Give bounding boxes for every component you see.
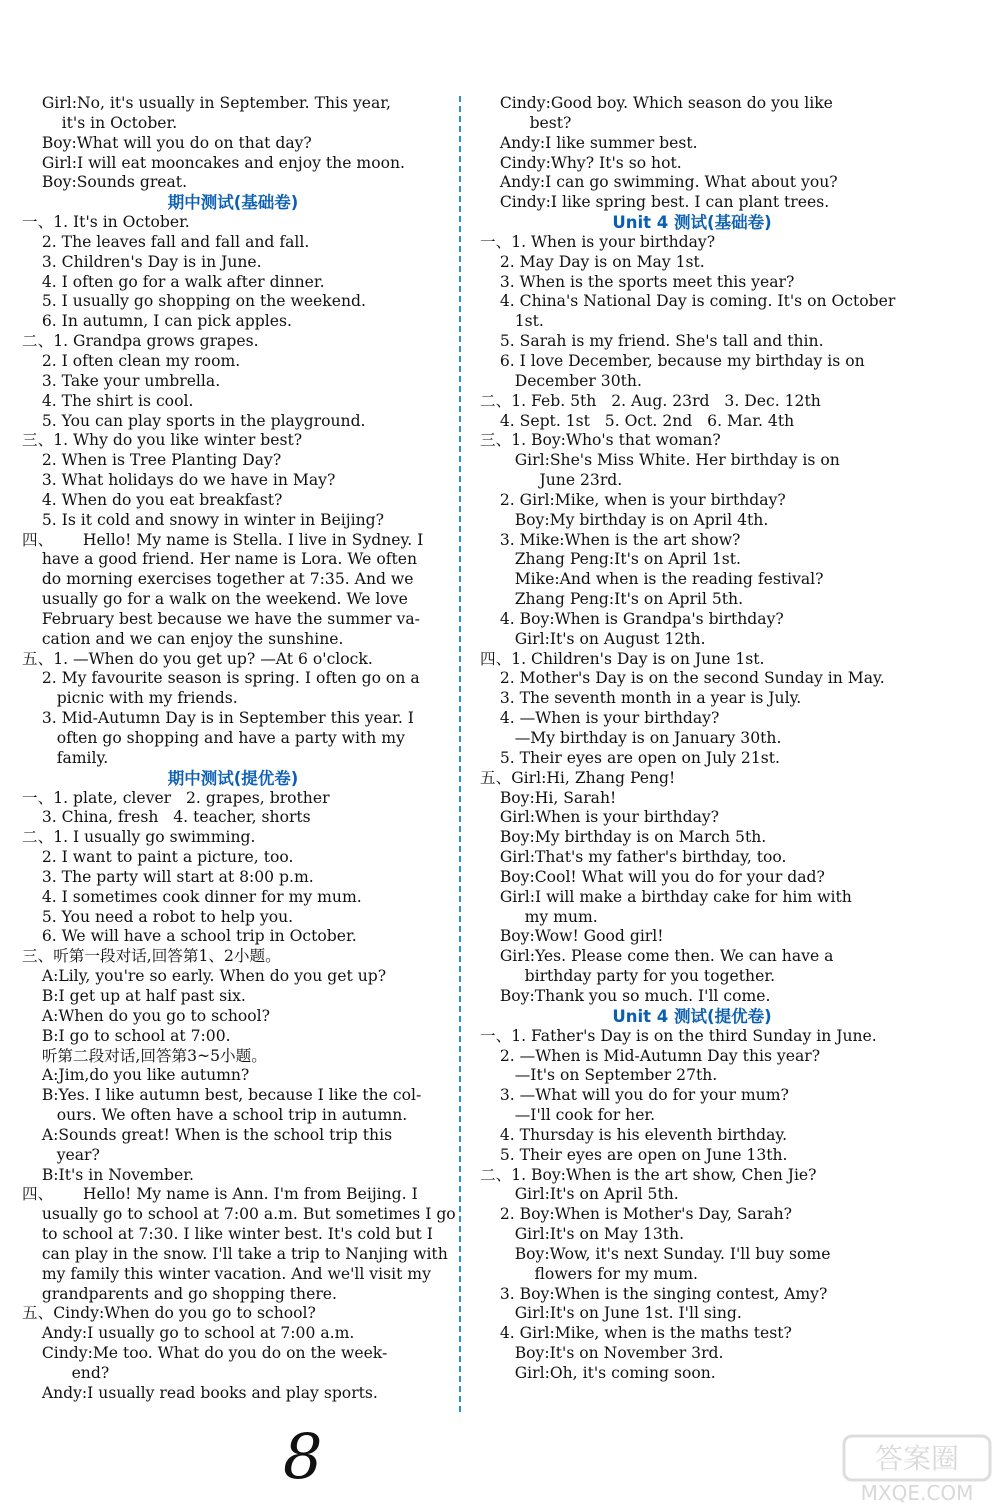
answer-line: December 30th. (480, 371, 642, 390)
answer-line: 五、Cindy:When do you go to school? (22, 1304, 316, 1323)
left-column (22, 94, 456, 1404)
answer-line: 5. You can play sports in the playground. (22, 411, 366, 430)
answer-line: Girl:It's on May 13th. (480, 1225, 685, 1244)
answer-line: family. (22, 748, 109, 767)
answer-line: 5. Their eyes are open on June 13th. (480, 1145, 788, 1164)
answer-line: 一、1. It's in October. (22, 213, 190, 232)
answer-line: 2. Girl:Mike, when is your birthday? (480, 490, 786, 509)
answer-line: —I'll cook for her. (480, 1106, 656, 1125)
answer-line: Boy:Sounds great. (22, 173, 188, 192)
answer-line: 6. We will have a school trip in October. (22, 927, 357, 946)
answer-line: Girl:No, it's usually in September. This year, (22, 94, 391, 112)
answer-line: Andy:I usually read books and play sports. (22, 1383, 378, 1402)
answer-line: 3. When is the sports meet this year? (480, 272, 795, 291)
answer-line: Andy:I usually go to school at 7:00 a.m. (22, 1324, 355, 1343)
answer-line: 2. Boy:When is Mother's Day, Sarah? (480, 1205, 792, 1224)
answer-line: A:Sounds great! When is the school trip this (22, 1125, 393, 1144)
answer-line: 4. When do you eat breakfast? (22, 490, 283, 509)
answer-line: 一、1. plate, clever 2. grapes, brother (22, 788, 330, 807)
answer-line: 4. I often go for a walk after dinner. (22, 272, 325, 291)
answer-line: Girl:It's on June 1st. I'll sing. (480, 1304, 742, 1323)
answer-line: Girl:I will make a birthday cake for him with (480, 887, 852, 906)
answer-line: —My birthday is on January 30th. (480, 729, 782, 747)
answer-line: 4. —When is your birthday? (480, 709, 720, 728)
answer-line: best? (480, 113, 572, 132)
answer-line: Boy:What will you do on that day? (22, 133, 312, 152)
answer-line: 6. In autumn, I can pick apples. (22, 312, 292, 331)
answer-line: Cindy:Why? It's so hot. (480, 153, 682, 172)
answer-line: 2. I want to paint a picture, too. (22, 848, 294, 867)
answer-line: 5. Sarah is my friend. She's tall and thin. (480, 332, 824, 351)
answer-line: 一、1. Father's Day is on the third Sunday in June. (480, 1026, 877, 1045)
answer-line: A:When do you go to school? (22, 1006, 271, 1025)
answer-line: year? (22, 1145, 100, 1164)
answer-line: 三、1. Boy:Who's that woman? (480, 431, 721, 450)
answer-line: usually go to school at 7:00 a.m. But sometimes I go (22, 1205, 456, 1224)
answer-line: Boy:Wow, it's next Sunday. I'll buy some (480, 1244, 831, 1263)
answer-line: 五、1. —When do you get up? —At 6 o'clock. (22, 649, 373, 668)
answer-line: do morning exercises together at 7:35. And we (22, 570, 414, 589)
answer-line: 2. May Day is on May 1st. (480, 252, 705, 271)
answer-line: Girl:It's on August 12th. (480, 629, 706, 648)
answer-line: 三、1. Why do you like winter best? (22, 431, 303, 450)
answer-line: my family this winter vacation. And we'll visit my (22, 1264, 431, 1283)
answer-line: Boy:My birthday is on April 4th. (480, 510, 769, 529)
answer-line: 听第二段对话,回答第3~5小题。 (22, 1046, 267, 1065)
answer-line: 4. Sept. 1st 5. Oct. 2nd 6. Mar. 4th (480, 411, 795, 430)
answer-line: Boy:Hi, Sarah! (480, 788, 617, 807)
answer-line: 二、1. Grandpa grows grapes. (22, 332, 259, 351)
answer-line: Boy:My birthday is on March 5th. (480, 828, 767, 847)
answer-line: 二、1. Boy:When is the art show, Chen Jie? (480, 1165, 817, 1184)
answer-line: Cindy:Good boy. Which season do you like (480, 94, 833, 112)
answer-line: 二、1. I usually go swimming. (22, 828, 256, 847)
answer-line: 3. Mid-Autumn Day is in September this year. I (22, 709, 414, 728)
answer-line: end? (22, 1364, 110, 1382)
answer-line: Girl:I will eat mooncakes and enjoy the moon. (22, 153, 405, 172)
section-heading: 期中测试(基础卷) (167, 193, 299, 213)
answer-line: my mum. (480, 907, 598, 926)
answer-line: 4. Boy:When is Grandpa's birthday? (480, 609, 784, 628)
answer-line: 一、1. When is your birthday? (480, 232, 716, 251)
svg-text:答案圈: 答案圈 (874, 1442, 960, 1475)
answer-line: B:I get up at half past six. (22, 986, 246, 1005)
answer-line: can play in the snow. I'll take a trip to Nanjing with (22, 1244, 448, 1263)
answer-line: Zhang Peng:It's on April 5th. (480, 590, 744, 609)
answer-line: Girl:Yes. Please come then. We can have a (480, 947, 834, 966)
answer-line: Girl:It's on April 5th. (480, 1185, 679, 1204)
answer-line: to school at 7:30. I like winter best. It's cold but I (22, 1225, 433, 1244)
answer-line: 四、 Hello! My name is Ann. I'm from Beijing. I (22, 1185, 418, 1204)
answer-line: Mike:And when is the reading festival? (480, 570, 824, 589)
answer-line: —It's on September 27th. (480, 1066, 718, 1085)
answer-line: 3. Children's Day is in June. (22, 252, 262, 271)
section-heading: 期中测试(提优卷) (167, 768, 299, 788)
answer-line: 2. When is Tree Planting Day? (22, 451, 282, 470)
answer-line: 5. Is it cold and snowy in winter in Beijing? (22, 510, 385, 529)
answer-line: 四、1. Children's Day is on June 1st. (480, 649, 765, 668)
answer-line: B:Yes. I like autumn best, because I like the col- (22, 1086, 422, 1105)
answer-line: have a good friend. Her name is Lora. We often (22, 550, 418, 569)
answer-line: birthday party for you together. (480, 967, 776, 986)
answer-line: 4. The shirt is cool. (22, 391, 194, 410)
answer-line: B:It's in November. (22, 1165, 194, 1184)
answer-line: Boy:It's on November 3rd. (480, 1344, 724, 1363)
answer-line: Zhang Peng:It's on April 1st. (480, 550, 741, 569)
answer-line: ours. We often have a school trip in autumn. (22, 1106, 408, 1125)
answer-line: February best because we have the summer va- (22, 609, 420, 628)
answer-line: cation and we can enjoy the sunshine. (22, 629, 344, 648)
answer-line: 4. I sometimes cook dinner for my mum. (22, 887, 362, 906)
answer-line: 1st. (480, 312, 544, 331)
answer-line: 4. China's National Day is coming. It's on October (480, 292, 896, 311)
answer-line: 3. The party will start at 8:00 p.m. (22, 867, 314, 886)
answer-line: Boy:Wow! Good girl! (480, 927, 664, 946)
answer-line: B:I go to school at 7:00. (22, 1026, 231, 1045)
answer-line: 4. Thursday is his eleventh birthday. (480, 1125, 788, 1144)
answer-line: Cindy:I like spring best. I can plant trees. (480, 193, 830, 212)
column-divider (459, 96, 461, 1412)
answer-line: 3. Take your umbrella. (22, 371, 221, 390)
answer-line: 3. Mike:When is the art show? (480, 530, 741, 549)
answer-line: Girl:When is your birthday? (480, 808, 720, 827)
answer-line: 2. Mother's Day is on the second Sunday in May. (480, 669, 885, 688)
answer-line: usually go for a walk on the weekend. We love (22, 590, 408, 609)
answer-line: Girl:She's Miss White. Her birthday is on (480, 451, 840, 470)
answer-line: Cindy:Me too. What do you do on the week- (22, 1344, 388, 1363)
answer-line: Girl:That's my father's birthday, too. (480, 848, 787, 867)
answer-line: 2. —When is Mid-Autumn Day this year? (480, 1046, 821, 1065)
answer-line: 2. The leaves fall and fall and fall. (22, 232, 310, 251)
answer-line: A:Lily, you're so early. When do you get up? (22, 967, 387, 986)
answer-line: 3. —What will you do for your mum? (480, 1086, 789, 1105)
answer-line: 3. Boy:When is the singing contest, Amy? (480, 1284, 828, 1303)
answer-line: grandparents and go shopping there. (22, 1284, 337, 1303)
page-number: 8 (283, 1420, 323, 1493)
answer-line: 5. I usually go shopping on the weekend. (22, 292, 366, 311)
answer-line: 2. I often clean my room. (22, 351, 241, 370)
right-column (480, 94, 904, 1384)
answer-line: Girl:Oh, it's coming soon. (480, 1364, 716, 1382)
answer-line: 四、 Hello! My name is Stella. I live in Sydney. I (22, 530, 424, 549)
answer-line: Andy:I can go swimming. What about you? (480, 173, 838, 192)
answer-line: 3. China, fresh 4. teacher, shorts (22, 808, 311, 827)
answer-line: June 23rd. (480, 471, 623, 490)
answer-line: it's in October. (22, 113, 178, 132)
answer-line: 五、Girl:Hi, Zhang Peng! (480, 768, 676, 787)
answer-line: 4. Girl:Mike, when is the maths test? (480, 1324, 792, 1343)
answer-line: 3. What holidays do we have in May? (22, 471, 336, 490)
answer-line: Boy:Thank you so much. I'll come. (480, 986, 771, 1005)
section-heading: Unit 4 测试(提优卷) (612, 1006, 772, 1026)
answer-line: Andy:I like summer best. (480, 133, 698, 152)
svg-text:MXQE.COM: MXQE.COM (860, 1481, 974, 1505)
answer-line: flowers for my mum. (480, 1264, 699, 1283)
watermark-logo (842, 1432, 992, 1506)
section-heading: Unit 4 测试(基础卷) (612, 213, 772, 233)
answer-line: Boy:Cool! What will you do for your dad? (480, 867, 825, 886)
answer-line: 2. My favourite season is spring. I often go on a (22, 669, 420, 688)
answer-line: picnic with my friends. (22, 689, 238, 708)
answer-line: 三、听第一段对话,回答第1、2小题。 (22, 947, 281, 966)
answer-line: 3. The seventh month in a year is July. (480, 689, 802, 708)
answer-line: 6. I love December, because my birthday is on (480, 351, 865, 370)
answer-line: A:Jim,do you like autumn? (22, 1066, 250, 1085)
answer-line: 5. You need a robot to help you. (22, 907, 294, 926)
answer-line: 5. Their eyes are open on July 21st. (480, 748, 780, 767)
answer-line: often go shopping and have a party with my (22, 729, 405, 747)
answer-line: 二、1. Feb. 5th 2. Aug. 23rd 3. Dec. 12th (480, 391, 821, 410)
